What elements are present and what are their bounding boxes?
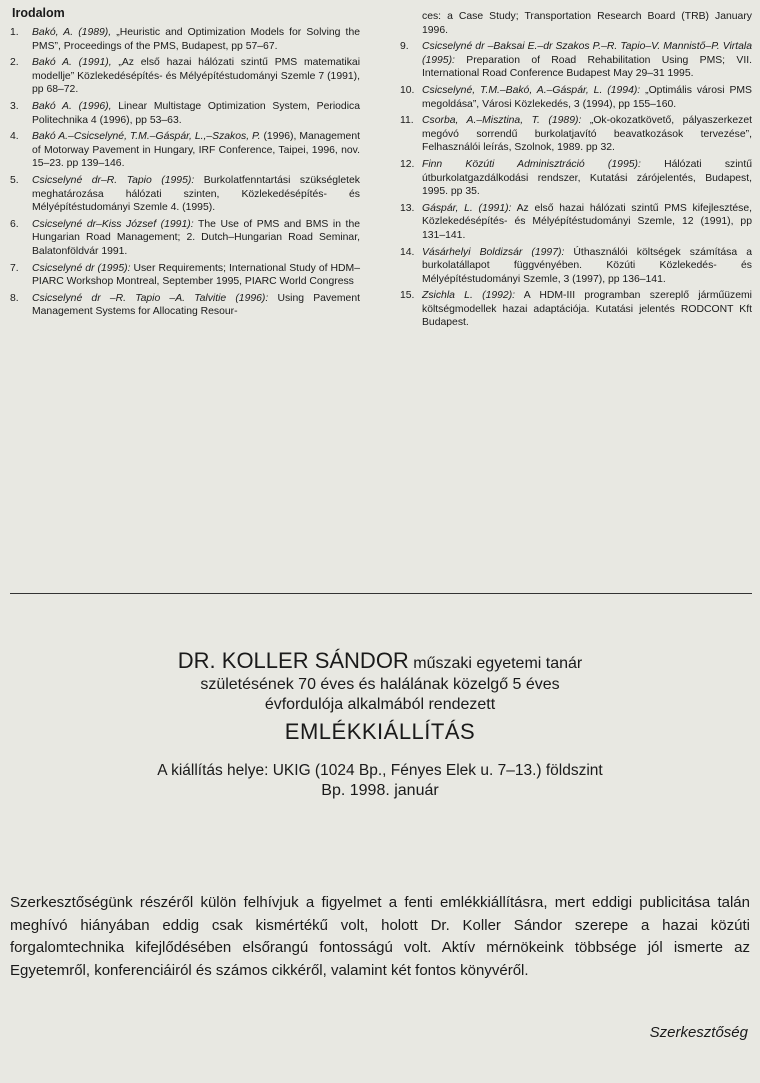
editorial-note: Szerkesztőségünk részéről külön felhívjuk a figyelmet a fenti emlékkiállításra, mert eddigi publicitása talán meghívó hiányában eddig csak kismértékű volt, holott Dr. Koller Sándor szerepe a hazai közúti forgalomtechnika kifejlődésében elsőrangú fontosságú volt. Aktív mérnökeink többsége jól ismerte az Egyetemről, konferenciáiról és számos cikkéről, valamint két fontos könyvéről. — [10, 894, 750, 979]
reference-item: 1. Bakó, A. (1989), „Heuristic and Optimization Models for Solving the PMS”, Proceedings of the PMS, Budapest, pp 57–67. — [10, 27, 360, 52]
reference-item: 12. Finn Közúti Adminisztráció (1995): Hálózati szintű útburkolatgazdálkodási rendszer, Kutatási zárójelentés, Budapest, 1995. pp 35. — [400, 158, 752, 198]
reference-item: 8. Csicselyné dr –R. Tapio –A. Talvitie (1996): Using Pavement Management Systems for Allocating Resour- — [10, 292, 361, 318]
reference-item: 14. Vásárhelyi Boldizsár (1997): Úthasználói költségek számítása a burkolatállapot függvényében. Közúti Közlekedés- és Mélyépítéstudományi Szemle, 3 (1997), pp 136–141. — [400, 246, 752, 285]
reference-item: 6. Csicselyné dr–Kiss József (1991): The Use of PMS and BMS in the Hungarian Road Management; 2. Dutch–Hungarian Road Seminar, Balatonföldvár 1991. — [10, 218, 361, 257]
references-right-column — [400, 10, 752, 333]
exhibition-date: Bp. 1998. január — [321, 782, 439, 799]
editorial-signature: Szerkesztőség — [649, 1024, 748, 1041]
reference-item: 4. Bakó A.–Csicselyné, T.M.–Gáspár, L.,–Szakos, P. (1996), Management of Motorway Pavement in Hungary, IRF Conference, Taipei, 1996, nov. 15–23. pp 139–146. — [10, 131, 360, 170]
references-left-column — [10, 26, 360, 322]
references-title: Irodalom — [12, 6, 65, 20]
announcement-line: születésének 70 éves és halálának közelgő 5 éves — [200, 676, 560, 693]
reference-item: 2. Bakó A. (1991), „Az első hazai hálózati szintű PMS matematikai modellje” Közlekedésépítés- és Mélyépítéstudományi Szemle 7 (1991), pp 68–72. — [10, 57, 360, 96]
exhibition-venue: A kiállítás helye: UKIG (1024 Bp., Fényes Elek u. 7–13.) földszint — [157, 762, 603, 779]
exhibition-title: EMLÉKKIÁLLÍTÁS — [284, 719, 476, 744]
honoree-name: DR. KOLLER SÁNDOR — [177, 648, 409, 673]
reference-continuation: ces: a Case Study; Transportation Research Board (TRB) January 1996. — [422, 11, 752, 36]
announcement-line: évfordulója alkalmából rendezett — [264, 696, 496, 713]
reference-item: 13. Gáspár, L. (1991): Az első hazai hálózati szintű PMS kifejlesztése, Közlekedésépítés- és Mélyépítéstudományi Szemle, 12 (1991), pp 131–141. — [400, 202, 753, 241]
reference-item: 5. Csicselyné dr–R. Tapio (1995): Burkolatfenntartási szükségletek meghatározása hálózati szinten, Közlekedésépítés- és Mélyépítéstudományi Szemle 4. (1995). — [10, 174, 360, 214]
honoree-title: műszaki egyetemi tanár — [408, 655, 583, 672]
announcement-headline — [0, 650, 760, 675]
reference-item: 9. Csicselyné dr –Baksai E.–dr Szakos P.–R. Tapio–V. Mannistő–P. Virtala (1995): Preparation of Road Rehabilitation Using PMS; VII. International Road Conference Budapest May 29–31 1995. — [400, 41, 752, 80]
reference-item: 15. Zsichla L. (1992): A HDM-III programban szereplő járműüzemi költségmodellek hazai adaptációja. Kutatási jelentés RODCONT Kft Budapest. — [400, 290, 752, 329]
reference-item: 10. Csicselyné, T.M.–Bakó, A.–Gáspár, L. (1994): „Optimális városi PMS megoldása”, Városi Közlekedés, 3 (1994), pp 155–160. — [400, 84, 752, 110]
reference-item: 11. Csorba, A.–Misztina, T. (1989): „Ok-okozatkövető, pályaszerkezet megóvó sorrendű burkolatjavító beavatkozások tervezése”, Felhasználói leírás, Szolnok, 1989. pp 32. — [400, 115, 752, 154]
exhibition-announcement — [0, 650, 760, 801]
reference-item: 3. Bakó A. (1996), Linear Multistage Optimization System, Periodica Politechnika 4 (1996), pp 53–63. — [10, 100, 360, 126]
section-divider — [10, 593, 752, 594]
reference-item: 7. Csicselyné dr (1995): User Requirements; International Study of HDM–PIARC Workshop Montreal, September 1995, PIARC World Congress — [10, 262, 360, 288]
